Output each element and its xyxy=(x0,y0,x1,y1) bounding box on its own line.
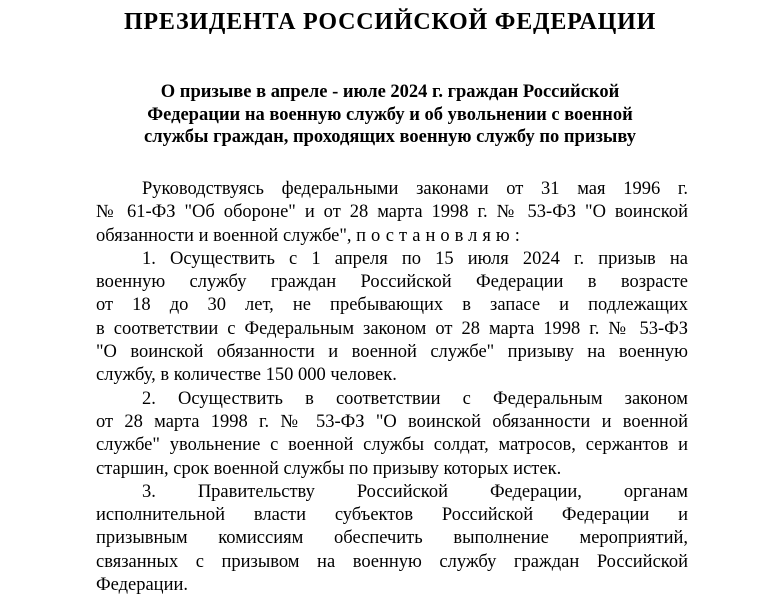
paragraph-line: исполнительной власти субъектов Российской Федерации и xyxy=(96,505,688,526)
paragraph-line: связанных с призывом на военную службу граждан Российской xyxy=(96,551,688,572)
paragraph-line: № 61-ФЗ "Об обороне" и от 28 марта 1998 г. № 53-ФЗ "О воинской xyxy=(96,202,688,223)
preamble-text: обязанности и военной службе", xyxy=(96,225,352,246)
decree-verb: постановляю: xyxy=(356,225,525,246)
document-title-line: службы граждан, проходящих военную службу по призыву xyxy=(144,127,636,147)
paragraph-line: Руководствуясь федеральными законами от 31 мая 1996 г. xyxy=(142,179,688,199)
item-1-paragraph xyxy=(96,248,688,388)
preamble-paragraph xyxy=(96,178,688,248)
paragraph-line: в соответствии с Федеральным законом от 28 марта 1998 г. № 53-ФЗ xyxy=(96,318,688,339)
document-title-line: Федерации на военную службу и об увольнении с военной xyxy=(147,104,633,125)
issuer-heading: ПРЕЗИДЕНТА РОССИЙСКОЙ ФЕДЕРАЦИИ xyxy=(123,9,657,35)
document-title-line: О призыве в апреле - июле 2024 г. граждан Российской xyxy=(160,82,620,102)
document-title xyxy=(80,81,700,149)
paragraph-line: службу, в количестве 150 000 человек. xyxy=(96,365,397,386)
paragraph-line: 1. Осуществить с 1 апреля по 15 июля 2024 г. призыв на xyxy=(142,248,688,269)
paragraph-line: 2. Осуществить в соответствии с Федеральным законом xyxy=(142,388,688,409)
paragraph-line: призывным комиссиям обеспечить выполнение мероприятий, xyxy=(96,528,688,549)
paragraph-line: старшин, срок военной службы по призыву которых истек. xyxy=(96,458,562,479)
paragraph-line: от 28 марта 1998 г. № 53-ФЗ "О воинской обязанности и военной xyxy=(96,411,688,432)
paragraph-line: военную службу граждан Российской Федерации в возрасте xyxy=(96,272,688,293)
paragraph-line: от 18 до 30 лет, не пребывающих в запасе и подлежащих xyxy=(96,295,688,316)
item-2-paragraph xyxy=(96,388,688,481)
paragraph-line: службе" увольнение с военной службы солдат, матросов, сержантов и xyxy=(96,435,688,456)
paragraph-line: 3. Правительству Российской Федерации, органам xyxy=(142,481,688,502)
paragraph-line: "О воинской обязанности и военной службе" призыву на военную xyxy=(96,342,688,363)
paragraph-line: Федерации. xyxy=(96,575,188,596)
document-body xyxy=(96,178,688,597)
paragraph-line xyxy=(96,225,688,248)
item-3-paragraph xyxy=(96,481,688,597)
